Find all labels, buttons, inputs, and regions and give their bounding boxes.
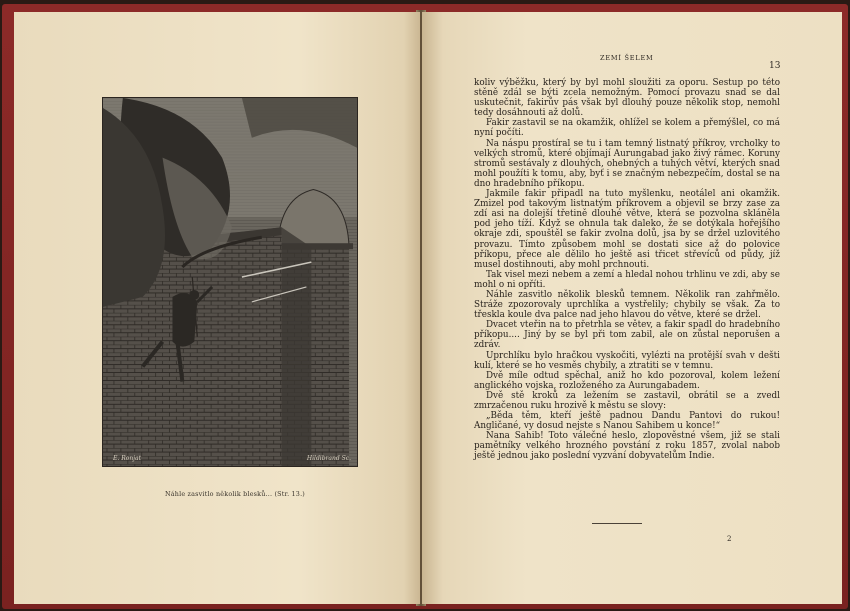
paragraph: koliv výběžku, který by byl mohl sloužiti za oporu. Sestup po této stěně zdál se býti zcela nemožným. Pomocí provazu snad se dal uskutečnit, fakirův pás však byl dlouhý pouze několik stop, nemohl tedy dosáhnouti až dolů.	[474, 78, 780, 119]
paragraph: Fakir zastavil se na okamžik, ohlížel se kolem a přemýšlel, co má nyní počíti.	[474, 118, 780, 139]
illustration-caption: Náhle zasvitlo několik blesků... (Str. 13.)	[164, 490, 305, 498]
engraving-image	[103, 98, 357, 466]
body-text	[474, 78, 780, 462]
paragraph: Tak visel mezi nebem a zemí a hledal nohou trhlinu ve zdi, aby se mohl o ni opříti.	[474, 269, 780, 290]
engraver-signature: E. Ronjat	[113, 455, 142, 462]
paragraph: „Běda těm, kteří ještě padnou Dandu Pantovi do rukou! Angličané, vy dosud nejste s Nanou Sahibem u konce!“	[474, 411, 780, 432]
paragraph: Uprchlíku bylo hračkou vyskočiti, vylézti na protější svah v dešti kulí, které se ho vesměs chybily, a ztratiti se v temnu.	[474, 350, 780, 371]
section-rule	[592, 523, 642, 524]
illustrator-signature: Hildibrand Sc.	[306, 455, 351, 462]
paragraph: Nana Sahib! Toto válečné heslo, zlopověstné všem, již se stali pamětníky velkého hrozného povstání z roku 1857, zvolal nabob ještě jednou jako poslední vyzvání dobyvatelům Indie.	[474, 431, 780, 462]
page-number: 13	[769, 61, 781, 71]
engraving-illustration	[102, 97, 358, 467]
paragraph: Na náspu prostíral se tu i tam temný listnatý příkrov, vrcholky to velkých stromů, které objímají Aurungabad jako živý rámec. Koruny stromů sestávaly z dlouhých, ohebných a tuhých větví, kterých snad mohl použíti k tomu, aby, byť i se značným nebezpečím, dostal se na dno hradebního příkopu.	[474, 138, 780, 189]
paragraph: Jakmile fakir připadl na tuto myšlenku, neotálel ani okamžik. Zmizel pod takovým listnatým příkrovem a objevil se brzy zase za zdí asi na dolejší třetině dlouhé větve, která se pozvolna skláněla pod jeho tíží. Když se ohnula tak daleko, že se dotýkala hořejšího okraje zdi, spouštěl se fakir zvolna dolů, jsa by se držel uzlovitého provazu. Tímto způsobem mohl se dostati sice až do polovice příkopu, přece ale dělilo ho ještě asi třicet střevíců od půdy, jíž musel dostihnouti, aby mohl prchnouti.	[474, 189, 780, 270]
running-head: ZEMÍ ŠELEM	[600, 54, 654, 62]
paragraph: Náhle zasvitlo několik blesků temnem. Několik ran zahřmělo. Stráže zpozorovaly uprchlíka a vystřelily; chybily se však. Za to třeskla koule dva palce nad jeho hlavou do větve, které se držel.	[474, 289, 780, 321]
paragraph: Dvě míle odtud spěchal, aniž ho kdo pozoroval, kolem ležení anglického vojska, rozloženého za Aurungabadem.	[474, 370, 780, 391]
paragraph: Dvě stě kroků za ležením se zastavil, obrátil se a zvedl zmrzačenou ruku hrozivě k městu se slovy:	[474, 390, 780, 411]
paragraph: Dvacet vteřin na to přetrhla se větev, a fakir spadl do hradebního příkopu.... Jiný by se byl při tom zabil, ale on zůstal neporušen a zdráv.	[474, 320, 780, 351]
printer-signature-mark: 2	[727, 535, 732, 543]
